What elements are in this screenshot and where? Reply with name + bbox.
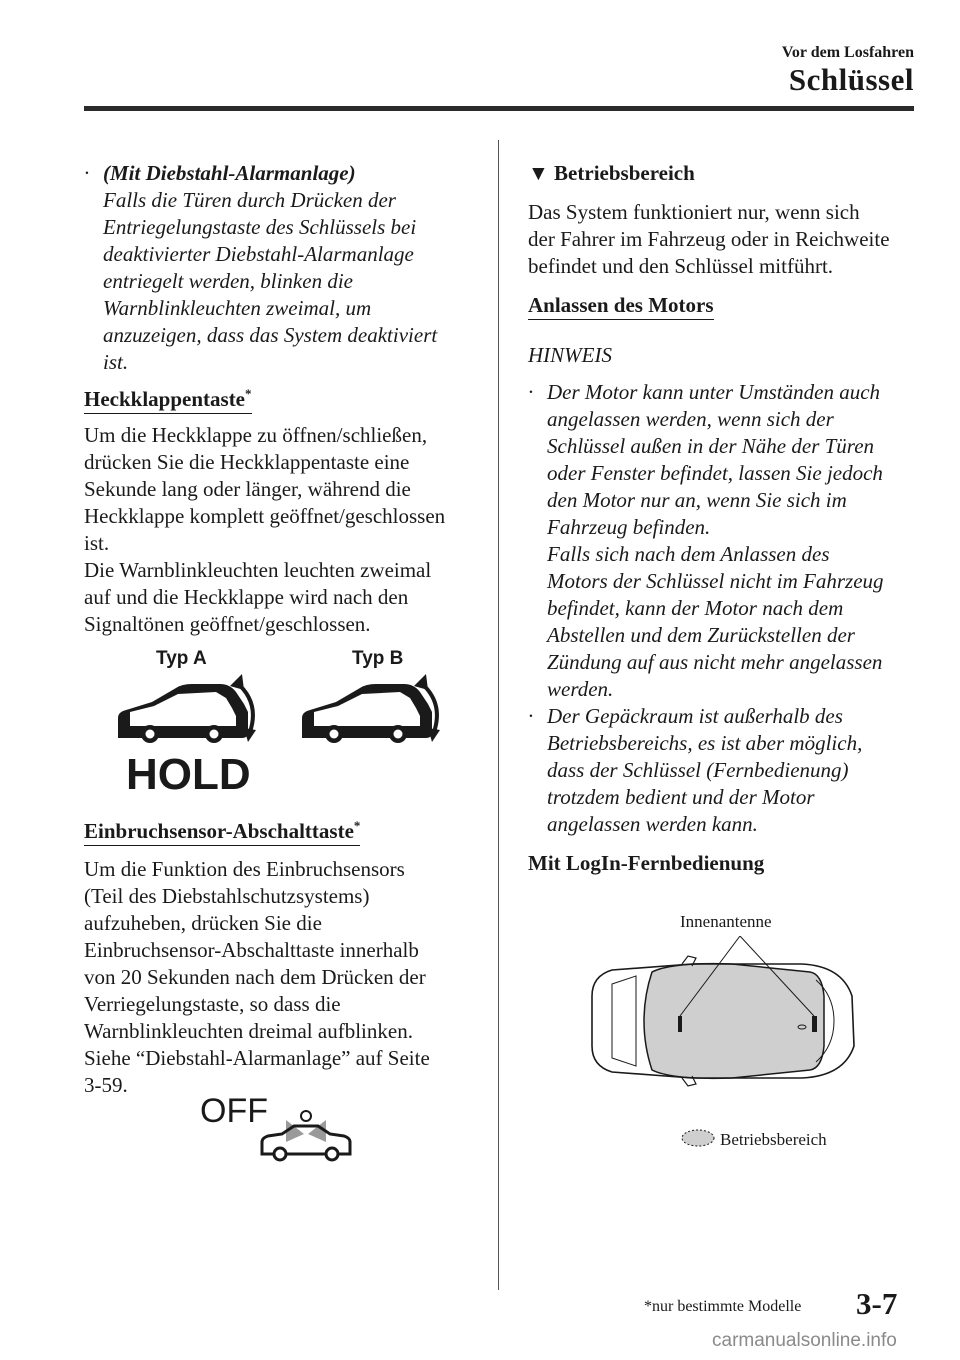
text-line: aufzuheben, drücken Sie die — [84, 911, 322, 935]
text-line: Fahrzeug befinden. — [547, 515, 711, 539]
text-line: (Teil des Diebstahlschutzsystems) — [84, 884, 370, 908]
asterisk: * — [245, 386, 252, 401]
range-label: Betriebsbereich — [720, 1130, 827, 1149]
text-line: Um die Heckklappe zu öffnen/schließen, — [84, 423, 428, 447]
hinweis-label: HINWEIS — [528, 343, 612, 367]
login-heading: Mit LogIn-Fernbedienung — [528, 851, 765, 875]
text-line: befindet, kann der Motor nach dem — [547, 596, 844, 620]
text-line: Signaltönen geöffnet/geschlossen. — [84, 612, 371, 636]
tailgate-car-icon-b — [296, 672, 456, 752]
page-title: Schlüssel — [788, 62, 914, 97]
alarm-bullet — [84, 160, 484, 376]
text-line: Das System funktioniert nur, wenn sich — [528, 200, 860, 224]
heading-text: Heckklappentaste — [84, 387, 246, 411]
text-line: Einbruchsensor-Abschalttaste innerhalb — [84, 938, 419, 962]
text-line: dass der Schlüssel (Fernbedienung) — [547, 758, 849, 782]
text-line: deaktivierter Diebstahl-Alarmanlage — [103, 242, 414, 266]
type-a-label: Typ A — [156, 648, 207, 669]
text-line: Warnblinkleuchten dreimal aufblinken. — [84, 1019, 413, 1043]
range-legend-swatch — [680, 1128, 716, 1148]
text-line: entriegelt werden, blinken die — [103, 269, 353, 293]
text-line: Heckklappe komplett geöffnet/geschlossen — [84, 504, 446, 528]
intrusion-sensor-icon — [256, 1106, 356, 1166]
anlassen-heading — [528, 292, 928, 320]
heckklappe-heading — [84, 386, 484, 414]
text-line: Die Warnblinkleuchten leuchten zweimal — [84, 558, 432, 582]
betrieb-heading — [528, 160, 928, 187]
bullet-marker: · — [528, 380, 534, 404]
bullet-marker: · — [84, 161, 90, 185]
right-column — [528, 160, 928, 877]
text-line: angelassen werden kann. — [547, 812, 758, 836]
text-line: den Motor nur an, wenn Sie sich im — [547, 488, 847, 512]
watermark: carmanualsonline.info — [712, 1330, 897, 1351]
heading-text: Betriebsbereich — [554, 161, 695, 185]
section-name: Vor dem Losfahren — [781, 44, 914, 61]
text-line: Der Motor kann unter Umständen auch — [547, 380, 881, 404]
footer-note: *nur bestimmte Modelle — [644, 1298, 802, 1315]
text-line: Verriegelungstaste, so dass die — [84, 992, 341, 1016]
text-line: Um die Funktion des Einbruchsensors — [84, 857, 405, 881]
triangle-icon: ▼ — [528, 161, 549, 185]
heading-text: Einbruchsensor-Abschalttaste — [84, 819, 354, 843]
text-line: trotzdem bedient und der Motor — [547, 785, 815, 809]
text-line: ist. — [103, 350, 129, 374]
page-number: 3-7 — [856, 1286, 898, 1321]
text-line: Motors der Schlüssel nicht im Fahrzeug — [547, 569, 884, 593]
bullet-marker: · — [528, 704, 534, 728]
text-line: oder Fenster befindet, lassen Sie jedoch — [547, 461, 883, 485]
hold-label: HOLD — [126, 750, 251, 799]
text-line: ist. — [84, 531, 110, 555]
text-line: Falls die Türen durch Drücken der — [103, 188, 396, 212]
einbruch-body — [84, 856, 484, 1099]
alarm-bullet-title: (Mit Diebstahl-Alarmanlage) — [103, 161, 356, 185]
asterisk: * — [353, 818, 361, 833]
hinweis-bullet-2 — [528, 703, 928, 838]
text-line: Siehe “Diebstahl-Alarmanlage” auf Seite — [84, 1046, 430, 1070]
type-b-label: Typ B — [352, 648, 404, 669]
text-line: Zündung auf aus nicht mehr angelassen — [547, 650, 883, 674]
hinweis-bullet-1 — [528, 379, 928, 703]
text-line: Abstellen und dem Zurückstellen der — [547, 623, 855, 647]
text-line: Der Gepäckraum ist außerhalb des — [547, 704, 843, 728]
text-line: der Fahrer im Fahrzeug oder in Reichweite — [528, 227, 890, 251]
left-column — [84, 160, 484, 638]
off-label: OFF — [200, 1092, 268, 1130]
text-line: anzuzeigen, dass das System deaktiviert — [103, 323, 438, 347]
text-line: Falls sich nach dem Anlassen des — [547, 542, 830, 566]
text-line: Sekunde lang oder länger, während die — [84, 477, 411, 501]
header-rule — [84, 106, 914, 111]
text-line: Betriebsbereichs, es ist aber möglich, — [547, 731, 863, 755]
einbruch-heading — [84, 818, 484, 846]
text-line: Warnblinkleuchten zweimal, um — [103, 296, 372, 320]
betrieb-body — [528, 199, 928, 280]
einbruch-section — [84, 818, 484, 1099]
text-line: Entriegelungstaste des Schlüssels bei — [103, 215, 417, 239]
text-line: drücken Sie die Heckklappentaste eine — [84, 450, 410, 474]
heading-text: Anlassen des Motors — [528, 293, 714, 320]
heckklappe-body — [84, 422, 484, 638]
text-line: angelassen werden, wenn sich der — [547, 407, 834, 431]
column-divider — [498, 140, 499, 1290]
antenna-label: Innenantenne — [680, 912, 772, 931]
car-top-view-diagram — [572, 936, 862, 1106]
text-line: auf und die Heckklappe wird nach den — [84, 585, 409, 609]
text-line: Schlüssel außen in der Nähe der Türen — [547, 434, 875, 458]
text-line: 3-59. — [84, 1073, 128, 1097]
text-line: von 20 Sekunden nach dem Drücken der — [84, 965, 426, 989]
tailgate-car-icon-a — [112, 672, 272, 752]
text-line: werden. — [547, 677, 614, 701]
text-line: befindet und den Schlüssel mitführt. — [528, 254, 834, 278]
